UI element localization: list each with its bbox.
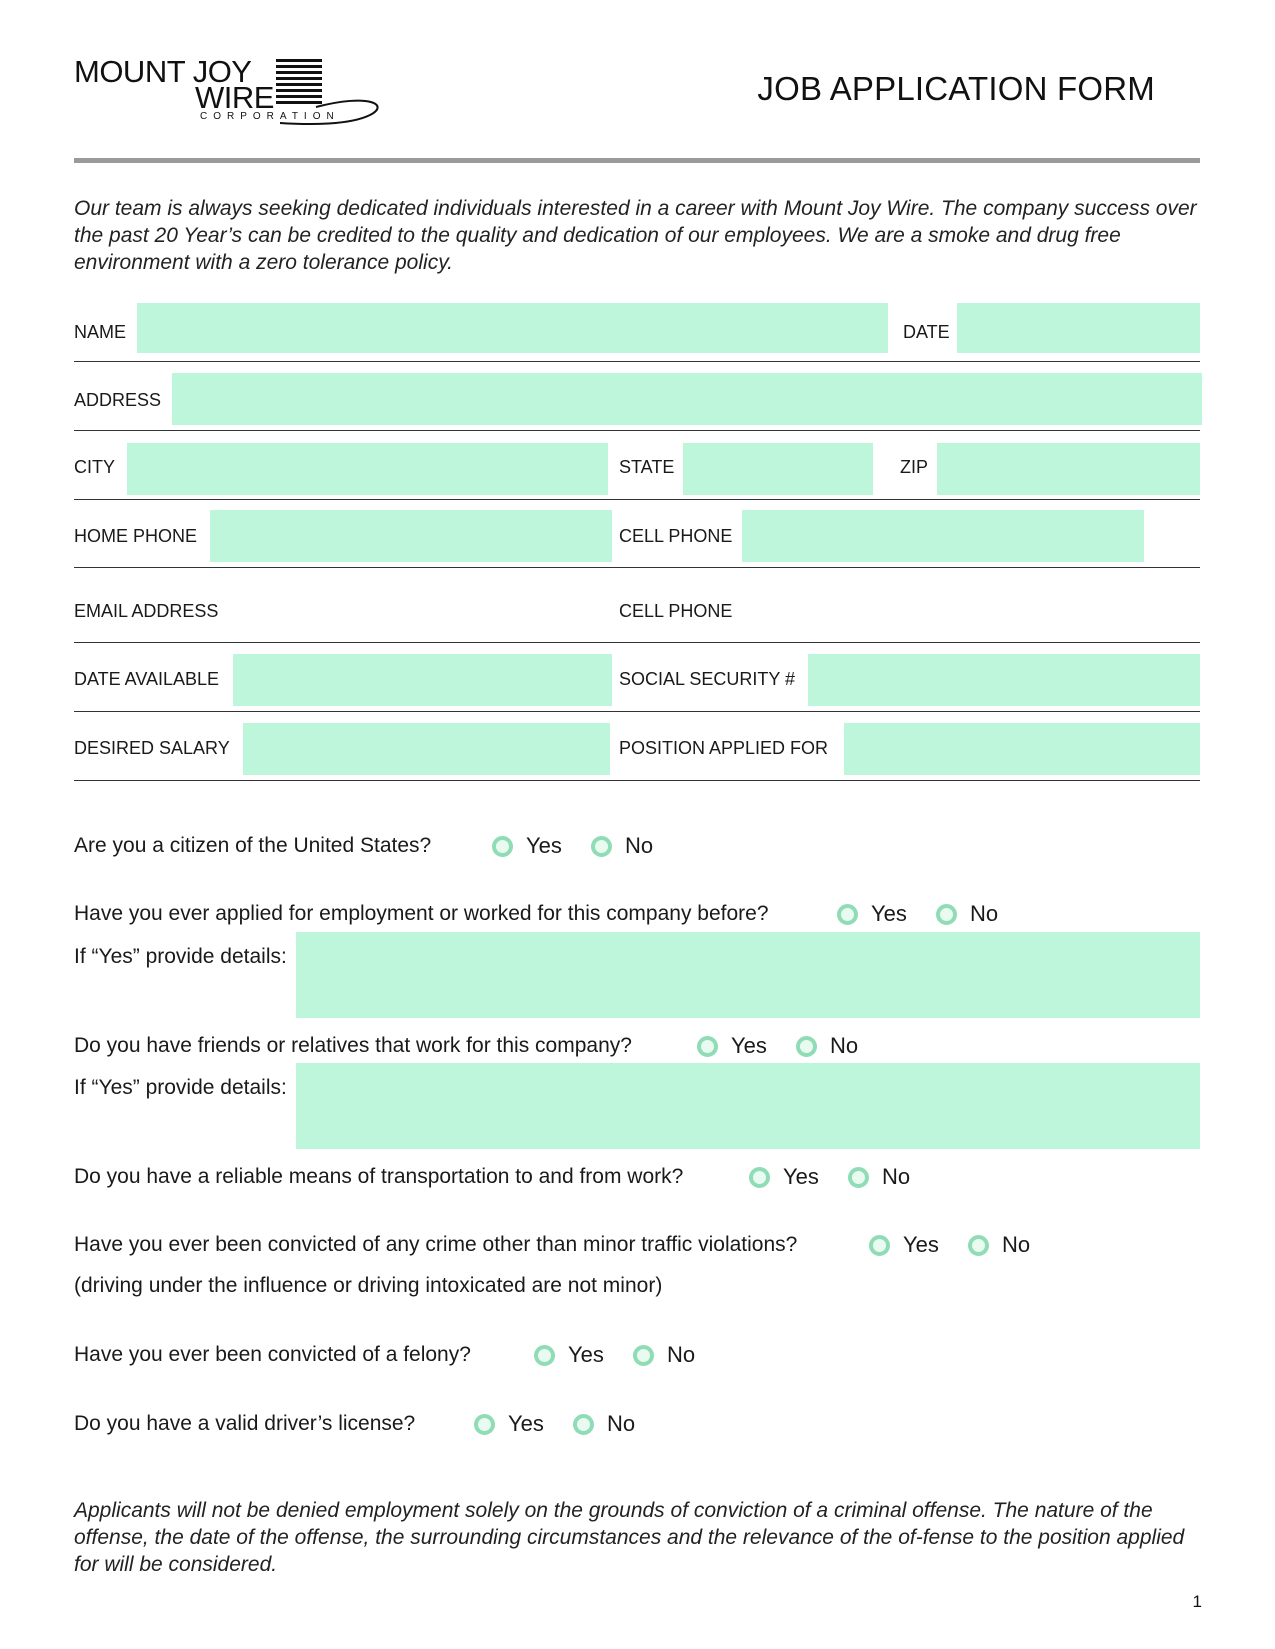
date-available-label: DATE AVAILABLE: [74, 669, 220, 689]
logo-text-wire: WIRE: [195, 80, 274, 115]
row-divider: [74, 567, 1200, 568]
home-phone-label: HOME PHONE: [74, 526, 198, 546]
address-label: ADDRESS: [74, 390, 162, 410]
title-divider: [74, 158, 1200, 163]
row-divider: [74, 711, 1200, 712]
transportation-no-label: No: [882, 1164, 911, 1189]
relatives-question: Do you have friends or relatives that work for this company?: [74, 1034, 632, 1057]
crime-note: (driving under the influence or driving intoxicated are not minor): [74, 1274, 663, 1297]
applied-before-question: Have you ever applied for employment or worked for this company before?: [74, 902, 769, 925]
citizen-yes-label: Yes: [526, 833, 562, 858]
crime-no-radio[interactable]: [968, 1235, 989, 1256]
applied-before-no-label: No: [970, 901, 999, 926]
license-no-label: No: [607, 1411, 636, 1436]
home-phone-input[interactable]: [210, 510, 612, 562]
transportation-question: Do you have a reliable means of transportation to and from work?: [74, 1165, 684, 1188]
transportation-yes-radio[interactable]: [749, 1167, 770, 1188]
transportation-yes-label: Yes: [783, 1164, 819, 1189]
row-divider: [74, 361, 1200, 362]
state-label: STATE: [619, 457, 675, 477]
logo-text-mount-joy: MOUNT JOY: [74, 54, 252, 89]
felony-yes-label: Yes: [568, 1342, 604, 1367]
applied-before-details-input[interactable]: [296, 932, 1200, 1018]
applied-before-no-radio[interactable]: [936, 904, 957, 925]
form-title: JOB APPLICATION FORM: [757, 70, 1155, 107]
intro-paragraph: Our team is always seeking dedicated individuals interested in a career with Mount Joy Wire. The company success over the past 20 Year’s can be credited to the quality and dedication of our employees. We are a smoke and drug free environment with a zero tolerance policy.: [74, 197, 1197, 274]
citizen-yes-radio[interactable]: [492, 836, 513, 857]
felony-no-radio[interactable]: [633, 1345, 654, 1366]
license-yes-radio[interactable]: [474, 1414, 495, 1435]
relatives-no-radio[interactable]: [796, 1036, 817, 1057]
row-divider: [74, 430, 1200, 431]
ssn-input[interactable]: [808, 654, 1200, 706]
felony-yes-radio[interactable]: [534, 1345, 555, 1366]
applied-before-details-label: If “Yes” provide details:: [74, 945, 287, 968]
row-divider: [74, 642, 1200, 643]
position-label: POSITION APPLIED FOR: [619, 738, 829, 758]
email-label: EMAIL ADDRESS: [74, 601, 219, 621]
cell-phone-input[interactable]: [742, 510, 1144, 562]
footer-disclaimer: Applicants will not be denied employment solely on the grounds of conviction of a criminal offense. The nature of the offense, the date of the offense, the surrounding circumstances and the relevance of the of-fense to the position applied for will be considered.: [74, 1499, 1185, 1576]
row-divider: [74, 780, 1200, 781]
desired-salary-label: DESIRED SALARY: [74, 738, 230, 758]
citizen-question: Are you a citizen of the United States?: [74, 834, 432, 857]
relatives-details-label: If “Yes” provide details:: [74, 1076, 287, 1099]
logo-text-corporation: CORPORATION: [200, 111, 340, 122]
zip-label: ZIP: [900, 457, 929, 477]
position-input[interactable]: [844, 723, 1200, 775]
applied-before-yes-label: Yes: [871, 901, 907, 926]
relatives-no-label: No: [830, 1033, 859, 1058]
license-no-radio[interactable]: [573, 1414, 594, 1435]
applied-before-yes-radio[interactable]: [837, 904, 858, 925]
ssn-label: SOCIAL SECURITY #: [619, 669, 796, 689]
transportation-no-radio[interactable]: [848, 1167, 869, 1188]
page-number: 1: [1192, 1592, 1202, 1611]
state-input[interactable]: [683, 443, 873, 495]
relatives-yes-radio[interactable]: [697, 1036, 718, 1057]
relatives-details-input[interactable]: [296, 1063, 1200, 1149]
license-question: Do you have a valid driver’s license?: [74, 1412, 416, 1435]
name-label: NAME: [74, 322, 127, 342]
row-divider: [74, 499, 1200, 500]
crime-no-label: No: [1002, 1232, 1031, 1257]
felony-no-label: No: [667, 1342, 696, 1367]
citizen-no-radio[interactable]: [591, 836, 612, 857]
felony-question: Have you ever been convicted of a felony?: [74, 1343, 471, 1366]
date-input[interactable]: [957, 303, 1200, 353]
name-input[interactable]: [137, 303, 888, 353]
license-yes-label: Yes: [508, 1411, 544, 1436]
crime-yes-label: Yes: [903, 1232, 939, 1257]
cell-phone-2-label: CELL PHONE: [619, 601, 733, 621]
relatives-yes-label: Yes: [731, 1033, 767, 1058]
crime-yes-radio[interactable]: [869, 1235, 890, 1256]
city-label: CITY: [74, 457, 116, 477]
zip-input[interactable]: [937, 443, 1200, 495]
date-label: DATE: [903, 322, 950, 342]
crime-question: Have you ever been convicted of any crime other than minor traffic violations?: [74, 1233, 798, 1256]
date-available-input[interactable]: [233, 654, 612, 706]
address-input[interactable]: [172, 373, 1202, 425]
citizen-no-label: No: [625, 833, 654, 858]
desired-salary-input[interactable]: [243, 723, 610, 775]
city-input[interactable]: [127, 443, 608, 495]
cell-phone-label: CELL PHONE: [619, 526, 733, 546]
